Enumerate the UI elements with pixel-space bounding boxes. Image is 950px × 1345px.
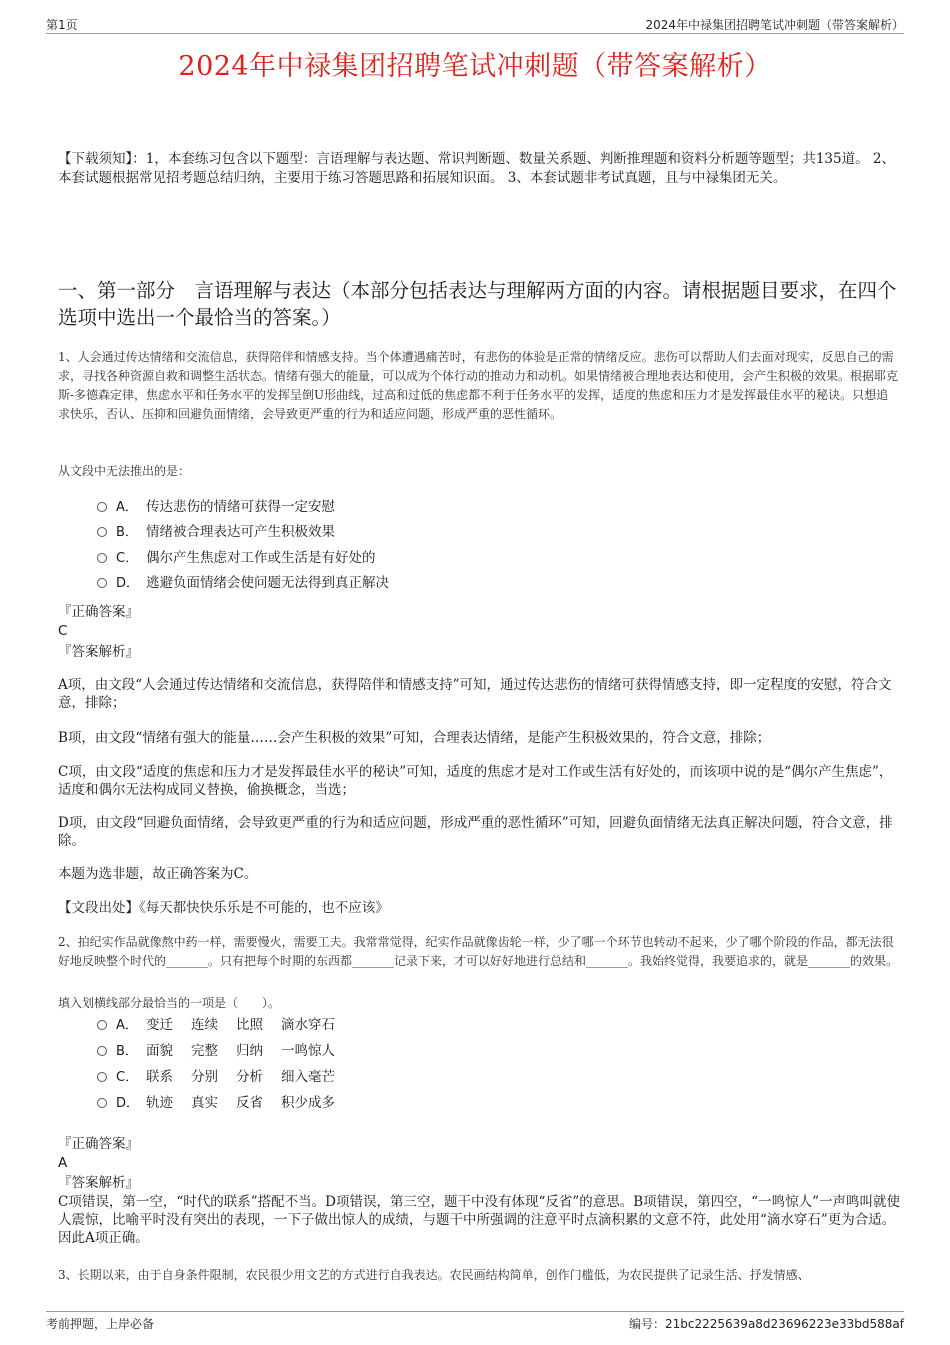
radio-icon[interactable]	[97, 1020, 107, 1030]
q1-answer-label: 『正确答案』	[58, 604, 139, 620]
footer-divider	[46, 1311, 904, 1312]
q1-conclusion: 本题为选非题，故正确答案为C。	[58, 866, 258, 882]
radio-icon[interactable]	[97, 502, 107, 512]
radio-icon[interactable]	[97, 527, 107, 537]
q2-option-c[interactable]: C． 联系 分别 分析 细入毫芒	[97, 1067, 335, 1089]
download-notice: 【下载须知】：1，本套练习包含以下题型：言语理解与表达题、常识判断题、数量关系题、判断推理题和资料分析题等题型；共135道。 2、本套试题根据常见招考题总结归纳，主要用于练习答题思路和拓展知识面。 3、本套试题非考试真题，且与中禄集团无关。	[58, 151, 895, 186]
q1-question: 从文段中无法推出的是：	[58, 464, 191, 478]
q1-analysis-a: A项，由文段“人会通过传达情绪和交流信息，获得陪伴和情感支持”可知，通过传达悲伤的情绪可获得情感支持，即一定程度的安慰，符合文意，排除；	[58, 677, 892, 711]
page-title: 2024年中禄集团招聘笔试冲刺题（带答案解析）	[178, 51, 772, 82]
q1-source: 【文段出处】《每天都快快乐乐是不可能的，也不应该》	[58, 900, 389, 916]
header-divider	[46, 33, 904, 34]
q1-analysis-b: B项，由文段“情绪有强大的能量……会产生积极的效果”可知，合理表达情绪，是能产生积极效果的，符合文意，排除；	[58, 730, 771, 746]
radio-icon[interactable]	[97, 1046, 107, 1056]
q1-option-d[interactable]: D． 逃避负面情绪会使问题无法得到真正解决	[97, 573, 389, 595]
q1-answer: C	[58, 623, 68, 639]
q1-option-a[interactable]: A． 传达悲伤的情绪可获得一定安慰	[97, 497, 335, 519]
q2-answer-label: 『正确答案』	[58, 1136, 139, 1152]
page-number: 第1页	[46, 18, 78, 32]
q1-option-b[interactable]: B． 情绪被合理表达可产生积极效果	[97, 522, 335, 544]
q2-option-b[interactable]: B． 面貌 完整 归纳 一鸣惊人	[97, 1041, 335, 1063]
q1-passage: 1、人会通过传达情绪和交流信息，获得陪伴和情感支持。当个体遭遇痛苦时，有悲伤的体验是正常的情绪反应。悲伤可以帮助人们去面对现实，反思自己的需求，寻找各种资源自救和调整生活状态。情绪有强大的能量，可以成为个体行动的推动力和动机。如果情绪被合理地表达和使用，会产生积极的效果。根据耶克斯-多德森定律，焦虑水平和任务水平的发挥呈倒U形曲线，过高和过低的焦虑都不利于任务水平的发挥，适度的焦虑和压力才是发挥最佳水平的秘诀。只想追求快乐，否认、压抑和回避负面情绪，会导致更严重的行为和适应问题，形成严重的恶性循环。	[58, 350, 899, 421]
q3-passage: 3、长期以来，由于自身条件限制，农民很少用文艺的方式进行自我表达。农民画结构简单，创作门槛低，为农民提供了记录生活、抒发情感、	[58, 1268, 810, 1282]
q2-answer: A	[58, 1155, 68, 1171]
q2-option-a[interactable]: A． 变迁 连续 比照 滴水穿石	[97, 1015, 335, 1037]
q2-analysis-label: 『答案解析』	[58, 1175, 139, 1191]
radio-icon[interactable]	[97, 578, 107, 588]
radio-icon[interactable]	[97, 1072, 107, 1082]
q2-analysis: C项错误，第一空，“时代的联系”搭配不当。D项错误，第三空，题干中没有体现“反省”的意思。B项错误，第四空，“一鸣惊人”一声鸣叫就使人震惊，比喻平时没有突出的表现，一下子做出惊人的成绩，与题干中所强调的注意平时点滴积累的文意不符，此处用“滴水穿石”更为合适。因此A项正确。	[58, 1194, 900, 1246]
q1-option-c[interactable]: C． 偶尔产生焦虑对工作或生活是有好处的	[97, 548, 376, 570]
header-doc-title: 2024年中禄集团招聘笔试冲刺题（带答案解析）	[645, 18, 904, 32]
q1-analysis-label: 『答案解析』	[58, 644, 139, 660]
radio-icon[interactable]	[97, 1098, 107, 1108]
q1-analysis-d: D项，由文段“回避负面情绪，会导致更严重的行为和适应问题，形成严重的恶性循环”可知，回避负面情绪无法真正解决问题，符合文意，排除。	[58, 815, 893, 849]
radio-icon[interactable]	[97, 553, 107, 563]
q2-passage: 2、拍纪实作品就像熬中药一样，需要慢火，需要工夫。我常常觉得，纪实作品就像齿轮一样，少了哪一个环节也转动不起来，少了哪个阶段的作品，都无法很好地反映整个时代的_______。只有把每个时期的东西都_______记录下来，才可以好好地进行总结和_______。我始终觉得，我要追求的，就是_______的效果。	[58, 935, 899, 968]
q2-option-d[interactable]: D． 轨迹 真实 反省 积少成多	[97, 1093, 335, 1115]
q1-analysis-c: C项，由文段“适度的焦虑和压力才是发挥最佳水平的秘诀”可知，适度的焦虑才是对工作或生活有好处的，而该项中说的是“偶尔产生焦虑”，适度和偶尔无法构成同义替换，偷换概念，当选；	[58, 764, 893, 798]
q2-question: 填入划横线部分最恰当的一项是（ ）。	[58, 996, 281, 1010]
footer-slogan: 考前押题，上岸必备	[46, 1317, 155, 1331]
footer-doc-id: 编号：21bc2225639a8d23696223e33bd588af	[629, 1317, 904, 1331]
section-heading: 一、第一部分 言语理解与表达（本部分包括表达与理解两方面的内容。请根据题目要求，在四个选项中选出一个最恰当的答案。）	[58, 279, 897, 329]
